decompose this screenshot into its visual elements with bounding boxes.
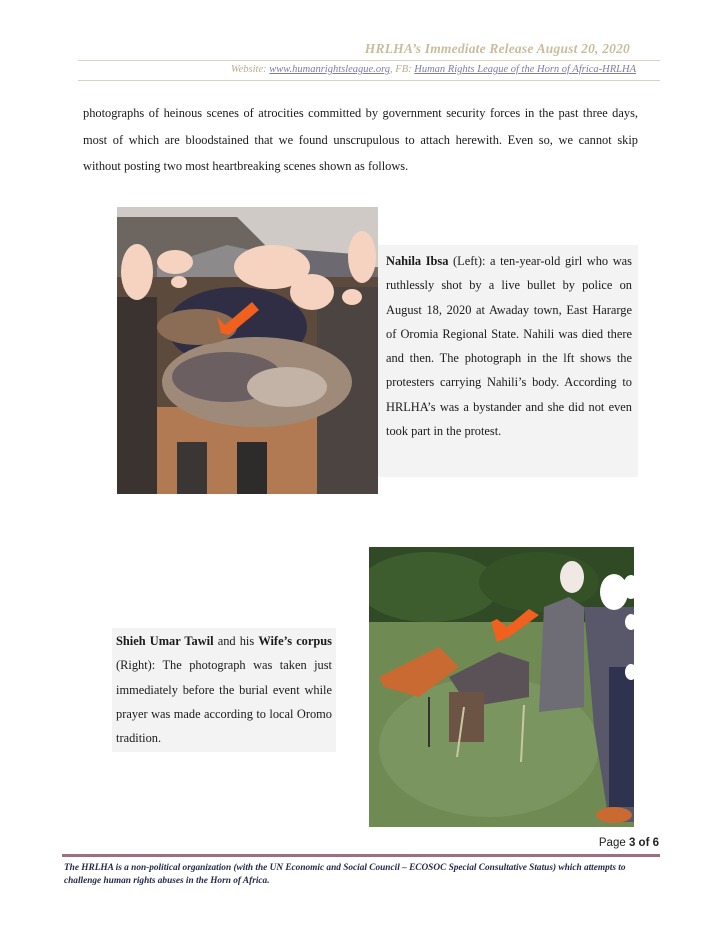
header-rule xyxy=(78,60,660,61)
caption-mid: and his xyxy=(213,634,259,648)
website-link[interactable]: www.humanrightsleague.org xyxy=(269,64,391,75)
page-prefix: Page xyxy=(598,837,629,849)
header-links xyxy=(231,64,636,75)
page-number xyxy=(599,837,659,849)
caption-name: Shieh Umar Tawil xyxy=(116,634,214,648)
photo-burial-prayer xyxy=(369,547,634,827)
separator: , xyxy=(390,64,396,75)
footer-rule xyxy=(62,854,660,857)
release-title: HRLHA’s Immediate Release August 20, 2020 xyxy=(364,41,630,56)
page-current: 3 xyxy=(628,837,636,849)
caption-text: (Right): The photograph was taken just immediately before the burial event while prayer was made according to local Oromo tradition. xyxy=(116,658,332,746)
page-total: 6 xyxy=(652,837,659,849)
caption-left-photo xyxy=(378,245,638,477)
caption-text: (Left): a ten-year-old girl who was ruthlessly shot by a live bullet by police on August 18, 2020 at Awaday town, East Hararge of Oromia Regional State. Nahili was died there and then. The photograph in the lft shows the protesters carrying Nahili’s body. According to HRLHA’s was a bystander and she did not even took part in the protest. xyxy=(386,254,632,439)
caption-name-2: Wife’s corpus xyxy=(258,634,332,648)
photo-protesters-carrying-girl xyxy=(117,207,378,494)
page-mid: of xyxy=(635,837,653,849)
photo-2-illustration xyxy=(369,547,634,827)
facebook-link[interactable]: Human Rights League of the Horn of Africa-HRLHA xyxy=(414,64,636,75)
caption-name: Nahila Ibsa xyxy=(386,254,449,268)
footer-statement: The HRLHA is a non-political organization (with the UN Economic and Social Council – ECOSOC Special Consultative Status) which attempts to challenge human rights abuses in the Horn of Africa. xyxy=(64,863,626,886)
website-label: Website: xyxy=(230,64,270,75)
fb-label: FB: xyxy=(395,64,415,75)
caption-right-photo xyxy=(112,628,336,752)
photo-1-illustration xyxy=(117,207,378,494)
intro-paragraph: photographs of heinous scenes of atrocities committed by government security forces in the past three days, most of which are bloodstained that we found unscrupulous to attach herewith. Even so, we cannot skip without posting two most heartbreaking scenes shown as follows. xyxy=(83,106,638,173)
header-rule-bottom xyxy=(78,80,660,81)
